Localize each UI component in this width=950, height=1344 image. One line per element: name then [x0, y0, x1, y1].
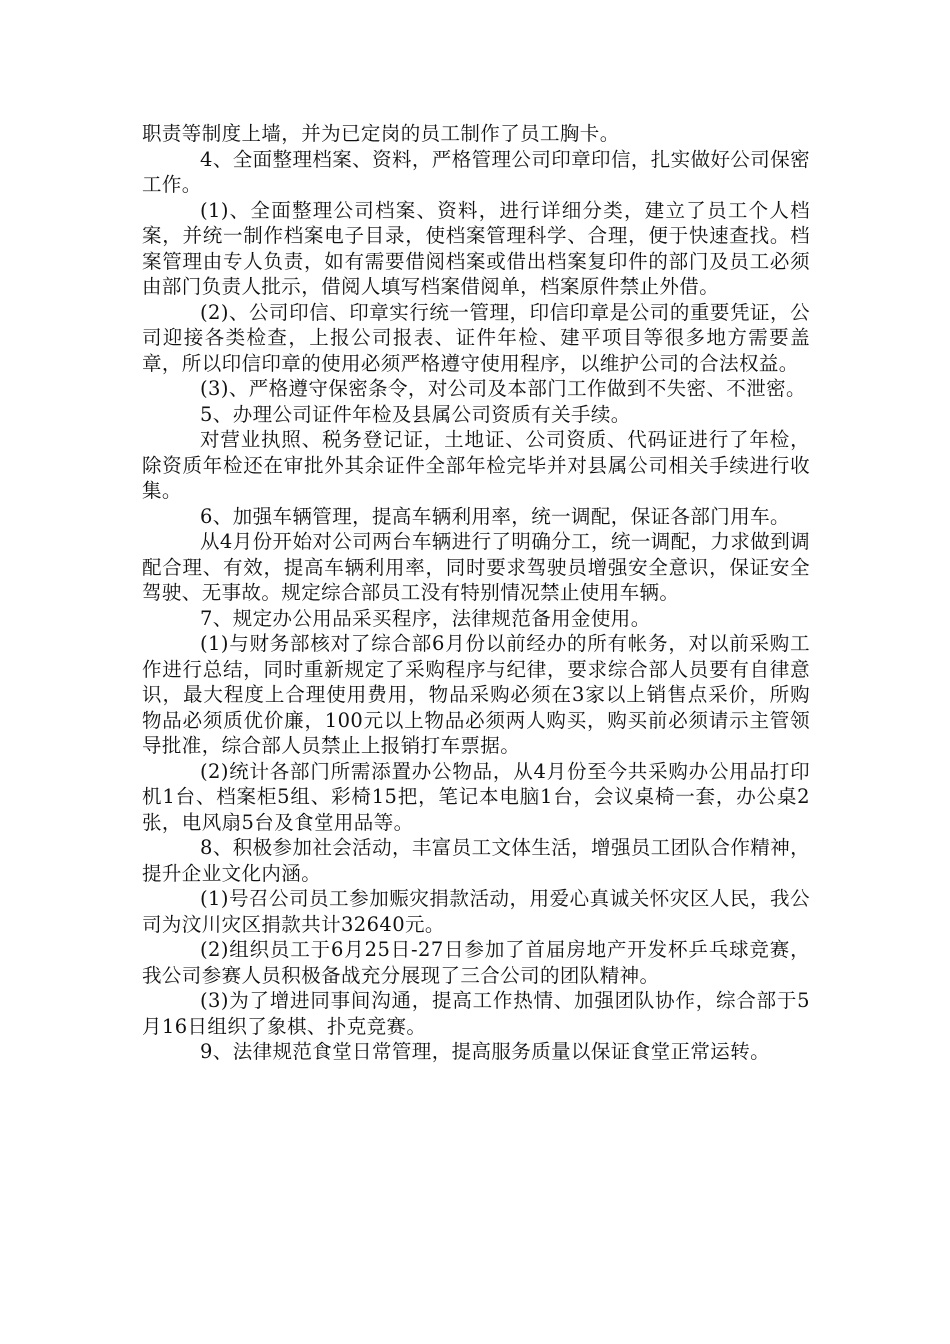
paragraph: 8、积极参加社会活动，丰富员工文体生活，增强员工团队合作精神，提升企业文化内涵。 [142, 836, 810, 885]
paragraph: 从4月份开始对公司两台车辆进行了明确分工，统一调配，力求做到调配合理、有效，提高车辆利用率，同时要求驾驶员增强安全意识，保证安全驾驶、无事故。规定综合部员工没有特别情况禁止使用车辆。 [142, 530, 810, 604]
paragraph: (1)与财务部核对了综合部6月份以前经办的所有帐务，对以前采购工作进行总结，同时重新规定了采购程序与纪律，要求综合部人员要有自律意识，最大程度上合理使用费用，物品采购必须在3家以上销售点采价，所购物品必须质优价廉，100元以上物品必须两人购买，购买前必须请示主管领导批准，综合部人员禁止上报销打车票据。 [142, 632, 810, 757]
paragraph: (3)、严格遵守保密条令，对公司及本部门工作做到不失密、不泄密。 [200, 377, 806, 400]
paragraph: 7、规定办公用品采买程序，法律规范备用金使用。 [200, 606, 651, 630]
paragraph: 5、办理公司证件年检及县属公司资质有关手续。 [200, 402, 631, 426]
paragraph: 职责等制度上墙，并为已定岗的员工制作了员工胸卡。 [142, 122, 620, 145]
paragraph: (3)为了增进同事间沟通，提高工作热情、加强团队协作，综合部于5月16日组织了象棋、扑克竞赛。 [142, 989, 810, 1038]
paragraph: (2)、公司印信、印章实行统一管理，印信印章是公司的重要凭证，公司迎接各类检查，上报公司报表、证件年检、建平项目等很多地方需要盖章，所以印信印章的使用必须严格遵守使用程序，以维护公司的合法权益。 [142, 300, 810, 375]
paragraph: (1)号召公司员工参加赈灾捐款活动，用爱心真诚关怀灾区人民，我公司为汶川灾区捐款共计32640元。 [142, 887, 810, 936]
paragraph: 9、法律规范食堂日常管理，提高服务质量以保证食堂正常运转。 [200, 1040, 771, 1063]
paragraph: 6、加强车辆管理，提高车辆利用率，统一调配，保证各部门用车。 [200, 504, 790, 528]
paragraph: 4、全面整理档案、资料，严格管理公司印章印信，扎实做好公司保密工作。 [142, 147, 810, 196]
paragraph: (2)组织员工于6月25日-27日参加了首届房地产开发杯乒乓球竞赛，我公司参赛人员积极备战充分展现了三合公司的团队精神。 [142, 938, 810, 987]
paragraph: (2)统计各部门所需添置办公物品，从4月份至今共采购办公用品打印机1台、档案柜5组、彩椅15把，笔记本电脑1台，会议桌椅一套，办公桌2张，电风扇5台及食堂用品等。 [142, 759, 810, 834]
paragraph: 对营业执照、税务登记证，土地证、公司资质、代码证进行了年检，除资质年检还在审批外其余证件全部年检完毕并对县属公司相关手续进行收集。 [142, 428, 810, 502]
document-body [142, 121, 810, 1065]
paragraph: (1)、全面整理公司档案、资料，进行详细分类，建立了员工个人档案，并统一制作档案电子目录，使档案管理科学、合理，便于快速查找。档案管理由专人负责，如有需要借阅档案或借出档案复印件的部门及员工必须由部门负责人批示，借阅人填写档案借阅单，档案原件禁止外借。 [142, 198, 810, 298]
